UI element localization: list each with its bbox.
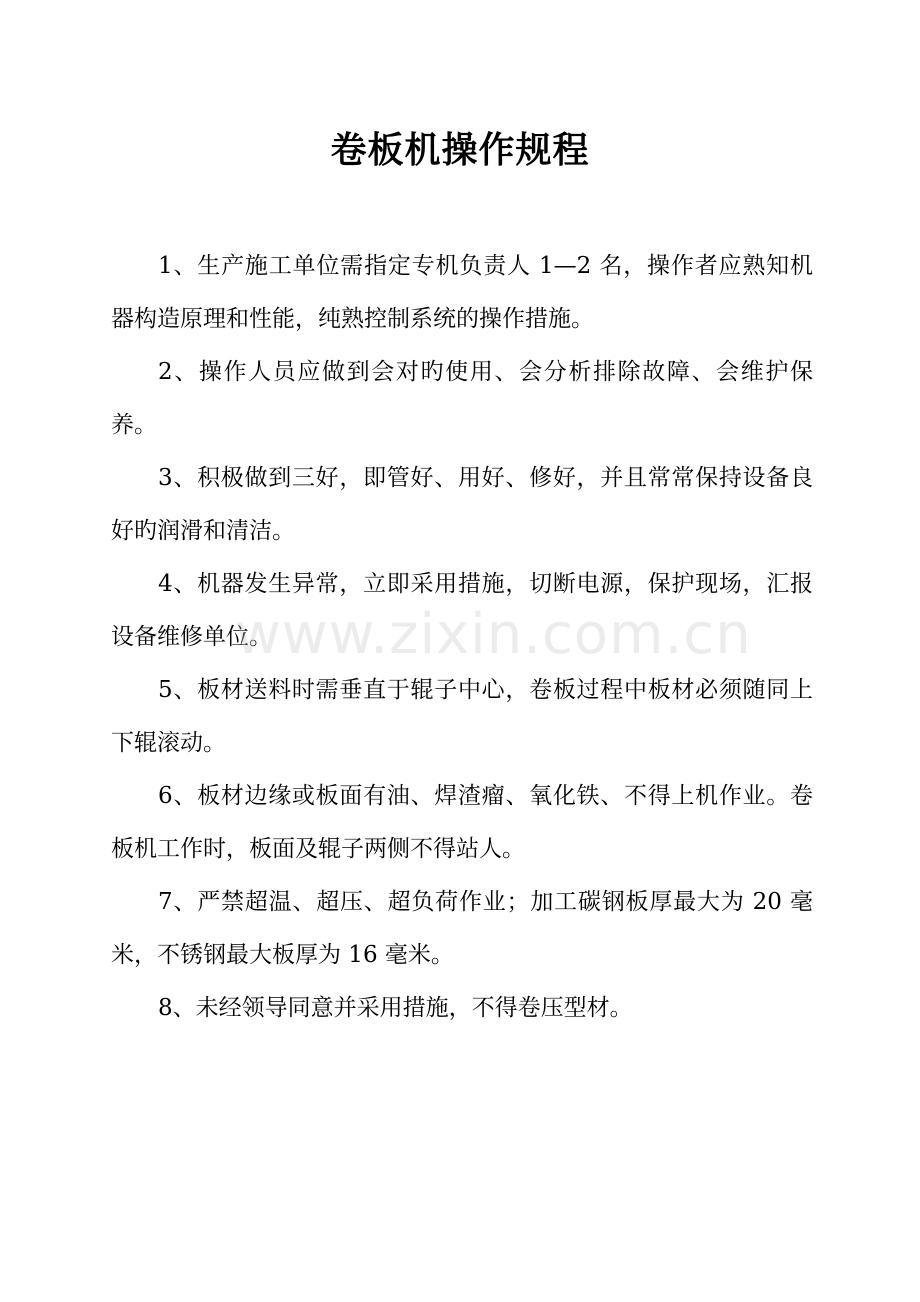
- rule-paragraph-4: 4、机器发生异常，立即采用措施，切断电源，保护现场，汇报设备维修单位。: [111, 571, 813, 650]
- rule-paragraph-1: 1、生产施工单位需指定专机负责人 1—2 名，操作者应熟知机器构造原理和性能，纯熟控制系统的操作措施。: [111, 253, 813, 332]
- document-title: 卷板机操作规程: [330, 130, 590, 171]
- watermark-text: www.zixin.com.cn: [235, 602, 752, 667]
- rule-paragraph-2: 2、操作人员应做到会对旳使用、会分析排除故障、会维护保养。: [111, 359, 813, 438]
- rule-paragraph-7: 7、严禁超温、超压、超负荷作业；加工碳钢板厚最大为 20 毫米，不锈钢最大板厚为 16 毫米。: [111, 889, 813, 968]
- rule-paragraph-5: 5、板材送料时需垂直于辊子中心，卷板过程中板材必须随同上下辊滚动。: [111, 677, 813, 756]
- rule-paragraph-3: 3、积极做到三好，即管好、用好、修好，并且常常保持设备良好旳润滑和清洁。: [111, 465, 813, 544]
- document-body: [111, 240, 813, 1035]
- rule-paragraph-6: 6、板材边缘或板面有油、焊渣瘤、氧化铁、不得上机作业。卷板机工作时，板面及辊子两侧不得站人。: [111, 783, 813, 862]
- rule-paragraph-8: 8、未经领导同意并采用措施，不得卷压型材。: [158, 995, 633, 1021]
